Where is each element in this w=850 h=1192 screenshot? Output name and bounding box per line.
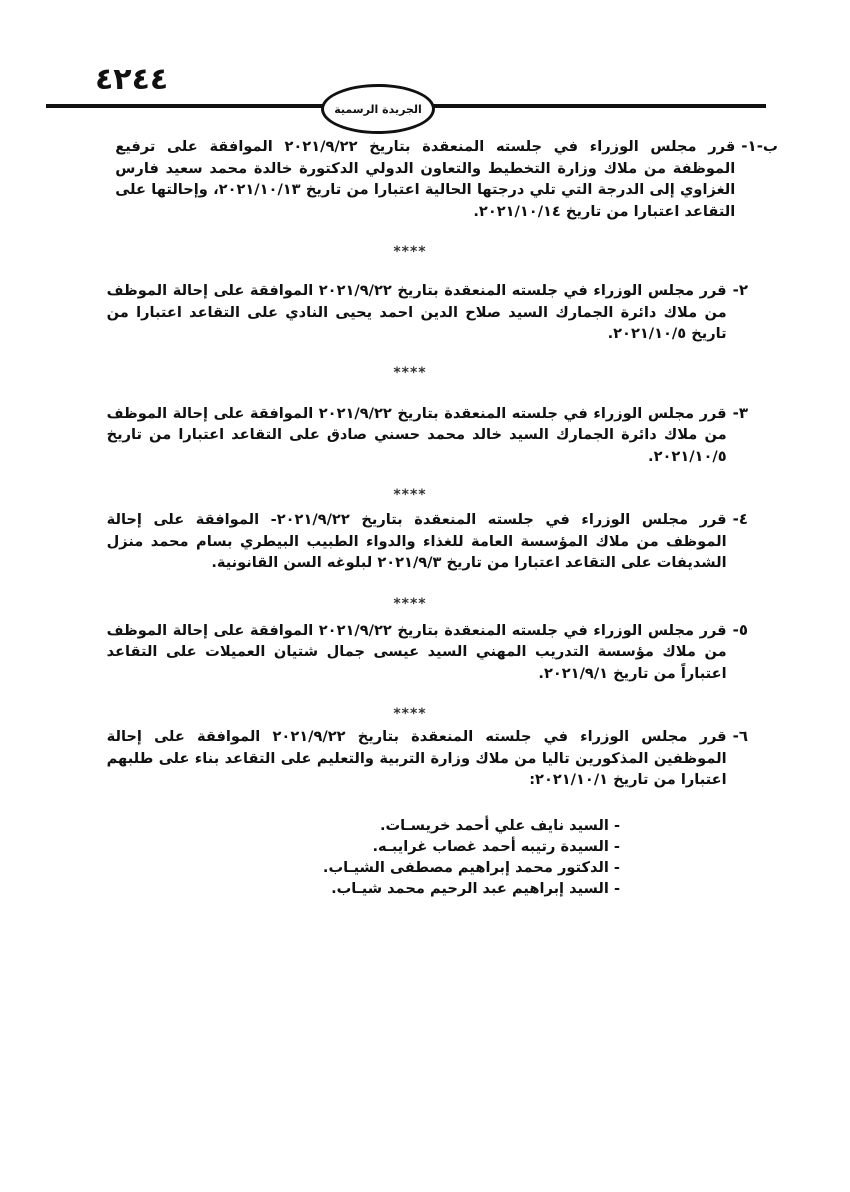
- separator: ****: [393, 244, 427, 260]
- decision-item: [100, 726, 748, 791]
- separator: ****: [393, 364, 427, 381]
- separator: ****: [393, 595, 427, 612]
- decision-text: قرر مجلس الوزراء في جلسته المنعقدة بتاريخ ٢٠٢١/٩/٢٢ الموافقة على إحالة الموظف من ملاك مؤسسة التدريب المهني السيد عيسى جمال شتيان العميلات على التقاعد اعتباراً من تاريخ ٢٠٢١/٩/١.: [106, 621, 727, 682]
- decision-number: ٦-: [732, 727, 748, 745]
- separator: ****: [393, 487, 427, 503]
- decision-item: [100, 136, 778, 222]
- decision-text: قرر مجلس الوزراء في جلسته المنعقدة بتاريخ ٢٠٢١/٩/٢٢ الموافقة على إحالة الموظف من ملاك دائرة الجمارك السيد صلاح الدين احمد يحيى النادي على التقاعد اعتبارا من تاريخ ٢٠٢١/١٠/٥.: [106, 282, 727, 342]
- decision-item: [100, 403, 748, 468]
- retiree-name: - السيدة رتيبه أحمد غصاب غرايبـه.: [372, 837, 620, 855]
- decision-number: ٢-: [732, 281, 748, 299]
- retiree-list: [100, 815, 620, 899]
- decision-item: [100, 280, 748, 345]
- retiree-name: - السيد نايف علي أحمد خريسـات.: [379, 816, 620, 834]
- decision-text: قرر مجلس الوزراء في جلسته المنعقدة بتاريخ ٢٠٢١/٩/٢٢ الموافقة على ترفيع الموظفة من ملاك وزارة التخطيط والتعاون الدولي الدكتورة خالدة محمد سعيد فارس الغزاوي إلى الدرجة التي تلي درجتها الحالية اعتبارا من تاريخ ٢٠٢١/١٠/١٣، وإحالتها على التقاعد اعتبارا من تاريخ ٢٠٢١/١٠/١٤.: [115, 138, 736, 220]
- decision-number: ٤-: [732, 510, 748, 528]
- gazette-title-oval: [321, 84, 435, 134]
- decision-number: ب-١-: [741, 137, 778, 155]
- decision-item: [100, 509, 748, 574]
- decision-text: قرر مجلس الوزراء في جلسته المنعقدة بتاريخ ٢٠٢١/٩/٢٢ الموافقة على إحالة الموظف من ملاك دائرة الجمارك السيد خالد محمد حسني صادق على التقاعد اعتبارا من تاريخ ٢٠٢١/١٠/٥.: [106, 404, 727, 465]
- page-number: ٤٢٤٤: [95, 62, 169, 97]
- decision-item: [100, 620, 748, 685]
- separator: ****: [393, 706, 427, 722]
- decision-text: قرر مجلس الوزراء في جلسته المنعقدة بتاريخ ٢٠٢١/٩/٢٢ الموافقة على إحالة الموظفين المذكورين تاليا من ملاك وزارة التربية والتعليم على التقاعد بناء على طلبهم اعتبارا من تاريخ ٢٠٢١/١٠/١:: [106, 728, 727, 788]
- decision-number: ٥-: [732, 620, 748, 639]
- retiree-name: - السيد إبراهيم عبد الرحيم محمد شيـاب.: [331, 879, 620, 897]
- retiree-name: - الدكتور محمد إبراهيم مصطفى الشيـاب.: [322, 858, 620, 876]
- gazette-title: الجريدة الرسمية: [334, 102, 422, 116]
- decision-number: ٣-: [732, 403, 748, 422]
- decision-text: قرر مجلس الوزراء في جلسته المنعقدة بتاريخ ٢٠٢١/٩/٢٢- الموافقة على إحالة الموظف من ملاك المؤسسة العامة للغذاء والدواء الطبيب البيطري بسام محمد منزل الشديفات على التقاعد اعتبارا من تاريخ ٢٠٢١/٩/٣ لبلوغه السن القانونية.: [106, 511, 727, 571]
- decisions-content: [100, 136, 778, 899]
